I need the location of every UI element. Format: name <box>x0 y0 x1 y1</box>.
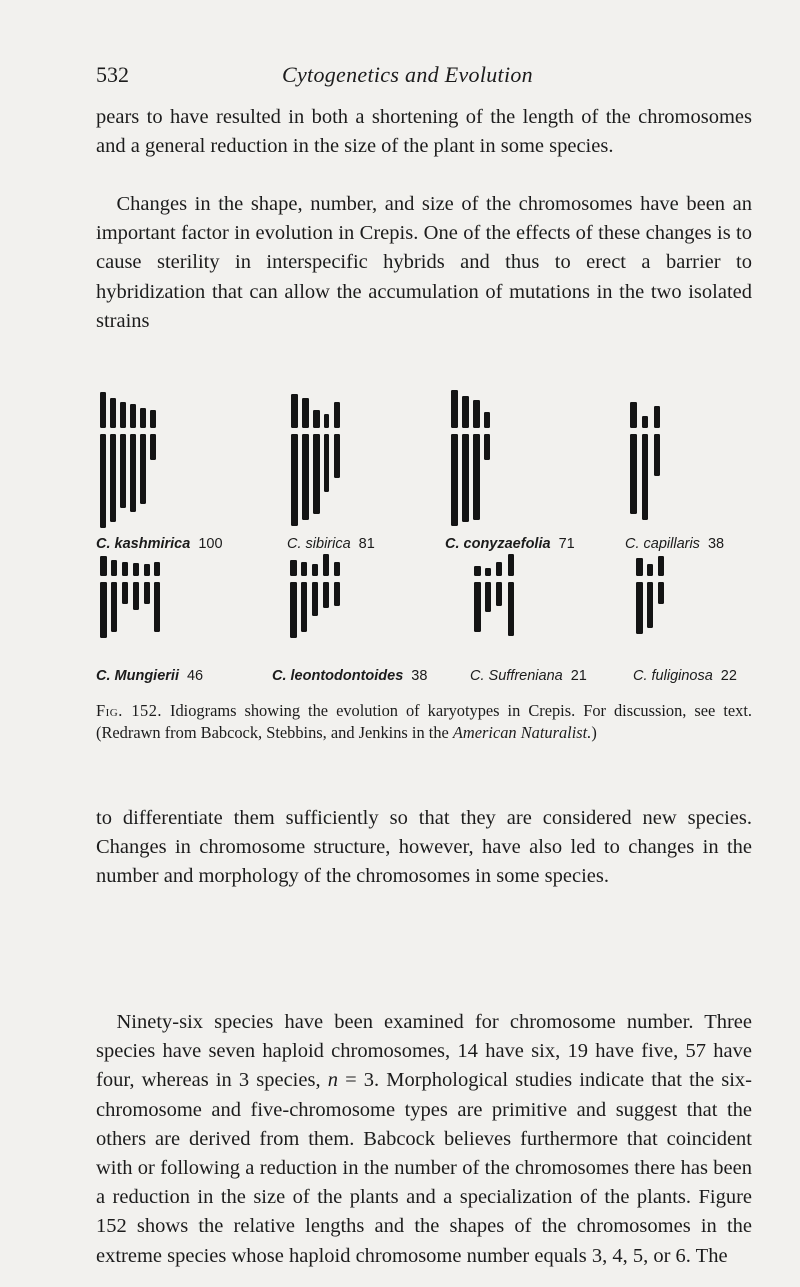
chromosome-arm <box>100 392 106 428</box>
chromosome-arm <box>630 402 637 428</box>
chromosome-arm <box>313 410 320 428</box>
paragraph: pears to have resulted in both a shortening of the length of the chromosomes and a general reduction in the size of the plant in some species. <box>96 106 752 158</box>
species-number: 38 <box>411 668 428 684</box>
species-number: 38 <box>707 536 725 552</box>
caption-end: ) <box>591 722 597 742</box>
species-name: C. sibirica <box>287 536 351 552</box>
chromosome-arm <box>462 396 469 428</box>
chromosome-arm <box>485 568 491 576</box>
chromosome-arm <box>133 563 139 576</box>
idiogram-drawing <box>96 368 756 668</box>
chromosome-arm <box>291 394 298 428</box>
chromosome-arm <box>154 582 160 632</box>
chromosome-arm <box>451 390 458 428</box>
chromosome-arm <box>100 556 107 576</box>
chromosome-arm <box>150 434 156 460</box>
species-number: 71 <box>558 536 575 552</box>
species-label <box>272 668 427 684</box>
chromosome-arm <box>122 582 128 604</box>
chromosome-arm <box>290 582 297 638</box>
chromosome-arm <box>647 582 653 628</box>
chromosome-arm <box>323 554 329 576</box>
paragraph-text: Ninety-six species have been examined for chromosome number. Three species have seven haploid chromosomes, 14 have six, 19 have five, 57 have four, whereas in 3 species, <box>96 1011 752 1092</box>
caption-journal: American Naturalist. <box>452 722 592 742</box>
chromosome-arm <box>636 582 643 634</box>
chromosome-arm <box>111 560 117 576</box>
chromosome-arm <box>111 582 117 632</box>
chromosome-arm <box>484 412 490 428</box>
species-number: 100 <box>198 536 223 552</box>
chromosome-arm <box>313 434 320 514</box>
chromosome-arm <box>290 560 297 576</box>
chromosome-arm <box>473 434 480 520</box>
figure-caption <box>96 700 752 743</box>
chromosome-arm <box>485 582 491 612</box>
species-name: C. kashmirica <box>96 536 191 552</box>
chromosome-arm <box>508 554 514 576</box>
chromosome-arm <box>508 582 514 636</box>
species-label <box>96 668 203 684</box>
chromosome-arm <box>334 582 340 606</box>
chromosome-arm <box>658 582 664 604</box>
chromosome-arm <box>654 406 660 428</box>
chromosome-arm <box>484 434 490 460</box>
species-name: C. Suffreniana <box>470 668 563 684</box>
karyotype-figure <box>96 368 756 688</box>
chromosome-arm <box>302 398 309 428</box>
chromosome-arm <box>133 582 139 610</box>
chromosome-arm <box>120 402 126 428</box>
chromosome-arm <box>100 434 106 528</box>
running-title: Cytogenetics and Evolution <box>282 62 533 87</box>
chromosome-arm <box>312 564 318 576</box>
page-header <box>96 62 751 92</box>
chromosome-arm <box>647 564 653 576</box>
species-name: C. capillaris <box>625 536 700 552</box>
chromosome-arm <box>334 562 340 576</box>
chromosome-arm <box>110 398 116 428</box>
paragraph <box>96 1008 752 1271</box>
chromosome-arm <box>630 434 637 514</box>
chromosome-arm <box>122 562 128 576</box>
species-label <box>445 536 575 552</box>
figure-label: Fig. 152. <box>96 701 163 720</box>
chromosome-arm <box>110 434 116 522</box>
chromosome-arm <box>334 434 340 478</box>
chromosome-arm <box>642 416 648 428</box>
chromosome-arm <box>140 408 146 428</box>
chromosome-arm <box>120 434 126 508</box>
species-number: 81 <box>358 536 375 552</box>
species-label <box>625 536 724 552</box>
chromosome-arm <box>324 414 329 428</box>
species-label <box>287 536 375 552</box>
chromosome-arm <box>462 434 469 522</box>
paragraph-text: = 3. Morphological studies indicate that the six-chromosome and five-chromosome types are primitive and suggest that the others are derived from them. Babcock believes furthermore that coincident with or following a reduction in the number of the chromosomes there has been a reduction in the size of the plants and a specialization of the plants. Figure 152 shows the relative lengths and the shapes of the chromosomes in the extreme species whose haploid chromosome number equals 3, 4, 5, or 6. The <box>96 1069 752 1267</box>
chromosome-arm <box>130 434 136 512</box>
chromosome-arm <box>474 566 481 576</box>
chromosome-arm <box>654 434 660 476</box>
chromosome-arm <box>140 434 146 504</box>
chromosome-arm <box>154 562 160 576</box>
chromosome-arm <box>150 410 156 428</box>
paragraph-text: Changes in the shape, number, and size of the chromosomes have been an important factor in evolution in Crepis. One of the effects of these changes is to cause sterility in interspecific hybrids and thus to erect a barrier to hybridization that can allow the accumulation of mutations in the two isolated strains <box>96 193 752 332</box>
species-number: 46 <box>186 668 204 684</box>
chromosome-arm <box>130 404 136 428</box>
species-name: C. leontodontoides <box>272 668 404 684</box>
page-number: 532 <box>96 62 129 87</box>
chromosome-arm <box>496 562 502 576</box>
species-name: C. fuliginosa <box>633 668 713 684</box>
variable-n: n <box>327 1069 338 1092</box>
chromosome-arm <box>324 434 329 492</box>
species-number: 22 <box>720 668 737 684</box>
chromosome-arm <box>496 582 502 606</box>
species-name: C. Mungierii <box>96 668 179 684</box>
chromosome-arm <box>323 582 329 608</box>
species-name: C. conyzaefolia <box>445 536 551 552</box>
chromosome-arm <box>636 558 643 576</box>
paragraph <box>96 190 752 336</box>
chromosome-arm <box>100 582 107 638</box>
chromosome-arm <box>312 582 318 616</box>
chromosome-arm <box>474 582 481 632</box>
chromosome-arm <box>301 582 307 632</box>
species-label <box>633 668 737 684</box>
chromosome-arm <box>301 562 307 576</box>
chromosome-arm <box>291 434 298 526</box>
chromosome-arm <box>473 400 480 428</box>
species-label <box>470 668 587 684</box>
chromosome-arm <box>144 564 150 576</box>
caption-text: Idiograms showing the evolution of karyotypes in Crepis. For discussion, see text. (Redrawn from Babcock, Stebbins, and Jenkins in the <box>96 701 752 742</box>
chromosome-arm <box>642 434 648 520</box>
chromosome-arm <box>451 434 458 526</box>
chromosome-arm <box>144 582 150 604</box>
chromosome-arm <box>302 434 309 520</box>
chromosome-arm <box>334 402 340 428</box>
species-label <box>96 536 223 552</box>
species-number: 21 <box>570 668 587 684</box>
paragraph: to differentiate them sufficiently so that they are considered new species. Changes in chromosome structure, however, have also led to changes in the number and morphology of the chromosomes in some species. <box>96 807 752 888</box>
chromosome-arm <box>658 556 664 576</box>
